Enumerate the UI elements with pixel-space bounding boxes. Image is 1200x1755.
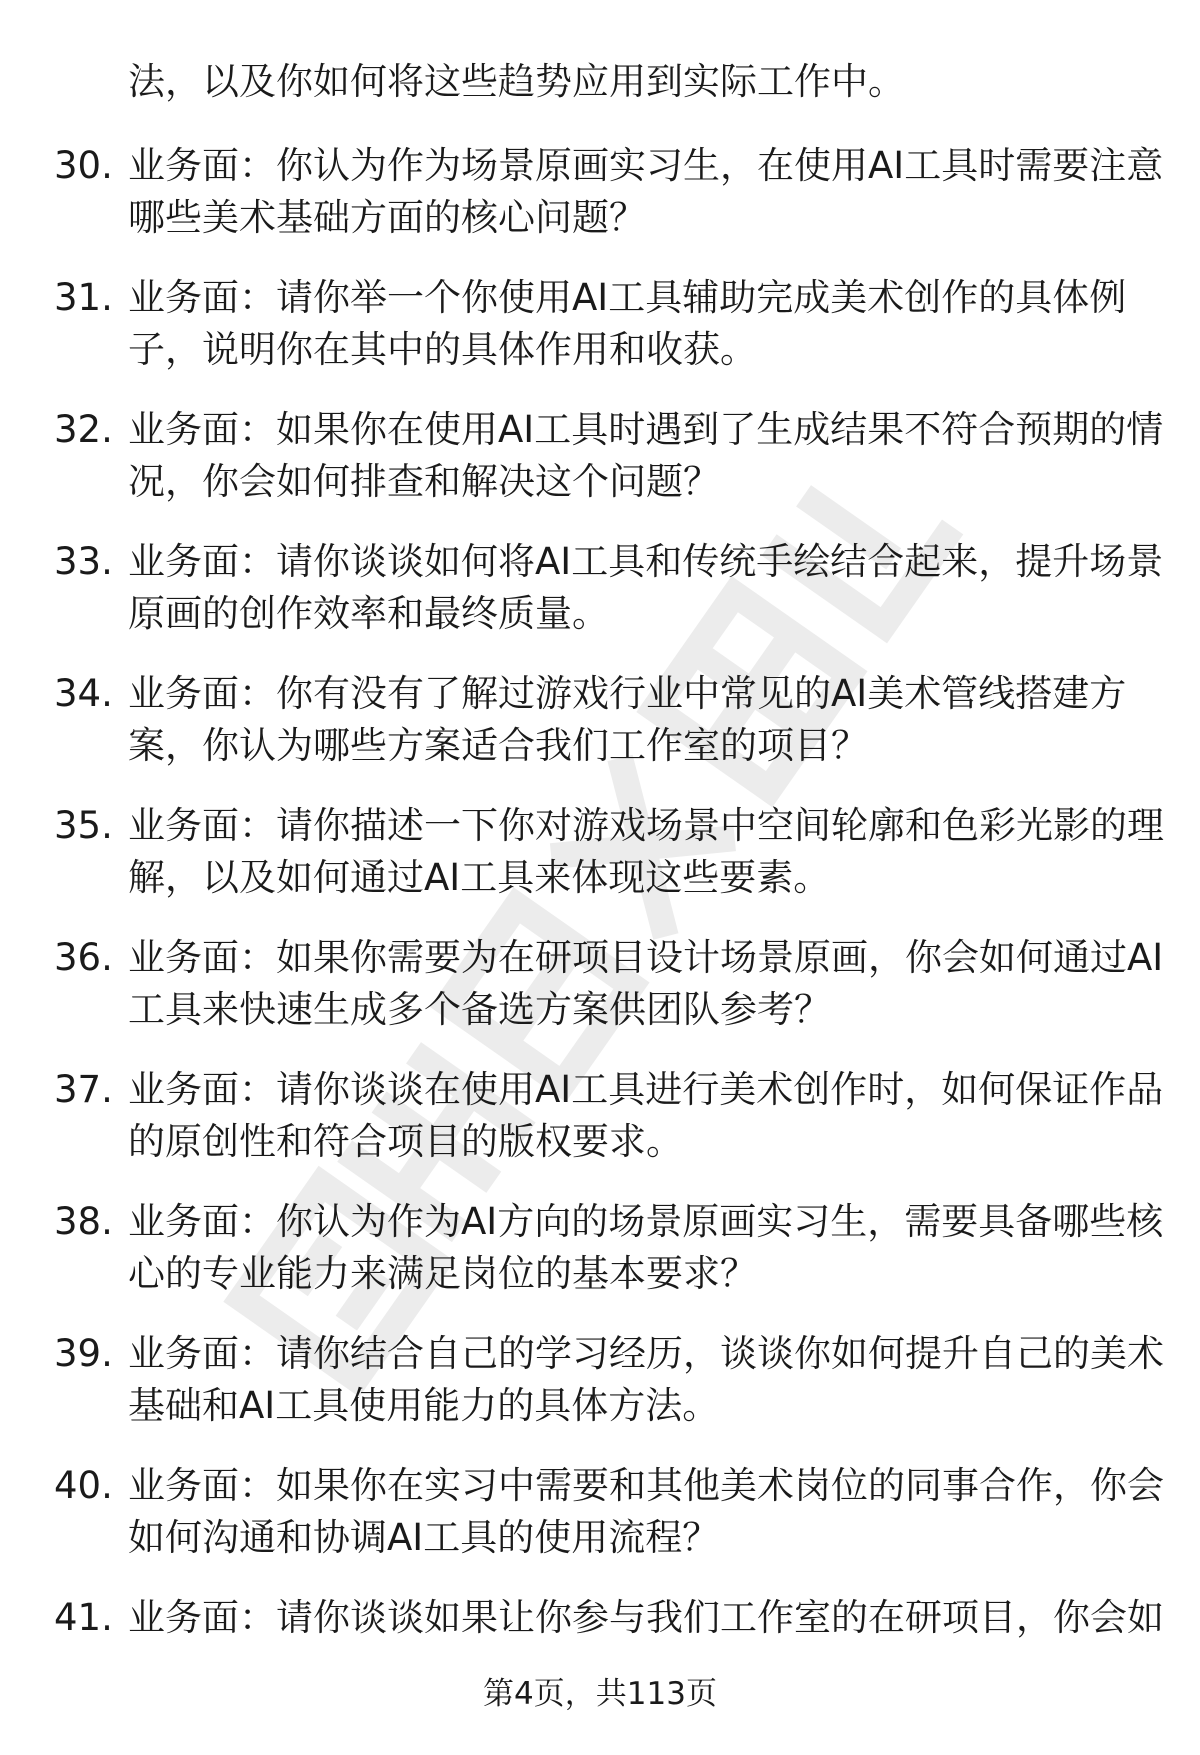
question-text-line: 业务面：请你结合自己的学习经历，谈谈你如何提升自己的美术: [128, 1332, 1164, 1375]
question-text-line: 业务面：请你描述一下你对游戏场景中空间轮廓和色彩光影的理: [128, 804, 1164, 847]
question-number: 35.: [54, 804, 113, 847]
question-item: [0, 272, 1200, 404]
question-number: 34.: [54, 672, 113, 715]
question-text-line: 原画的创作效率和最终质量。: [128, 592, 609, 635]
continuation-text: 法，以及你如何将这些趋势应用到实际工作中。: [128, 60, 905, 103]
question-text-line: 业务面：请你谈谈如果让你参与我们工作室的在研项目，你会如: [128, 1596, 1164, 1639]
question-text-line: 如何沟通和协调AI工具的使用流程？: [128, 1516, 720, 1559]
question-text-line: 解，以及如何通过AI工具来体现这些要素。: [128, 856, 831, 899]
question-text-line: 业务面：如果你需要为在研项目设计场景原画，你会如何通过AI: [128, 936, 1164, 979]
question-item: [0, 140, 1200, 272]
question-text-line: 业务面：请你举一个你使用AI工具辅助完成美术创作的具体例: [128, 276, 1127, 319]
question-text-line: 业务面：你有没有了解过游戏行业中常见的AI美术管线搭建方: [128, 672, 1127, 715]
page-footer: 第4页，共113页: [483, 1676, 717, 1712]
question-item: [0, 1460, 1200, 1592]
question-list: [0, 140, 1200, 1724]
question-text-line: 工具来快速生成多个备选方案供团队参考？: [128, 988, 831, 1031]
question-text-line: 心的专业能力来满足岗位的基本要求？: [128, 1252, 757, 1295]
question-item: [0, 1328, 1200, 1460]
question-text-line: 业务面：你认为作为AI方向的场景原画实习生，需要具备哪些核: [128, 1200, 1164, 1243]
question-text-line: 基础和AI工具使用能力的具体方法。: [128, 1384, 720, 1427]
question-number: 31.: [54, 276, 113, 319]
question-text-line: 案，你认为哪些方案适合我们工作室的项目？: [128, 724, 868, 767]
question-text-line: 业务面：如果你在实习中需要和其他美术岗位的同事合作，你会: [128, 1464, 1164, 1507]
question-number: 40.: [54, 1464, 113, 1507]
question-number: 33.: [54, 540, 113, 583]
question-number: 30.: [54, 144, 113, 187]
question-number: 32.: [54, 408, 113, 451]
question-text-line: 哪些美术基础方面的核心问题？: [128, 196, 646, 239]
question-number: 37.: [54, 1068, 113, 1111]
question-text-line: 业务面：请你谈谈如何将AI工具和传统手绘结合起来，提升场景: [128, 540, 1164, 583]
question-text-line: 业务面：如果你在使用AI工具时遇到了生成结果不符合预期的情: [128, 408, 1164, 451]
question-number: 36.: [54, 936, 113, 979]
question-number: 39.: [54, 1332, 113, 1375]
question-text-line: 业务面：你认为作为场景原画实习生，在使用AI工具时需要注意: [128, 144, 1164, 187]
question-text-line: 的原创性和符合项目的版权要求。: [128, 1120, 683, 1163]
question-number: 38.: [54, 1200, 113, 1243]
question-text-line: 况，你会如何排查和解决这个问题？: [128, 460, 720, 503]
question-item: [0, 404, 1200, 536]
question-text-line: 业务面：请你谈谈在使用AI工具进行美术创作时，如何保证作品: [128, 1068, 1164, 1111]
question-item: [0, 932, 1200, 1064]
question-number: 41.: [54, 1596, 113, 1639]
question-item: [0, 1064, 1200, 1196]
question-item: [0, 800, 1200, 932]
question-text-line: 子，说明你在其中的具体作用和收获。: [128, 328, 757, 371]
question-item: [0, 536, 1200, 668]
question-item: [0, 1196, 1200, 1328]
question-item: [0, 668, 1200, 800]
